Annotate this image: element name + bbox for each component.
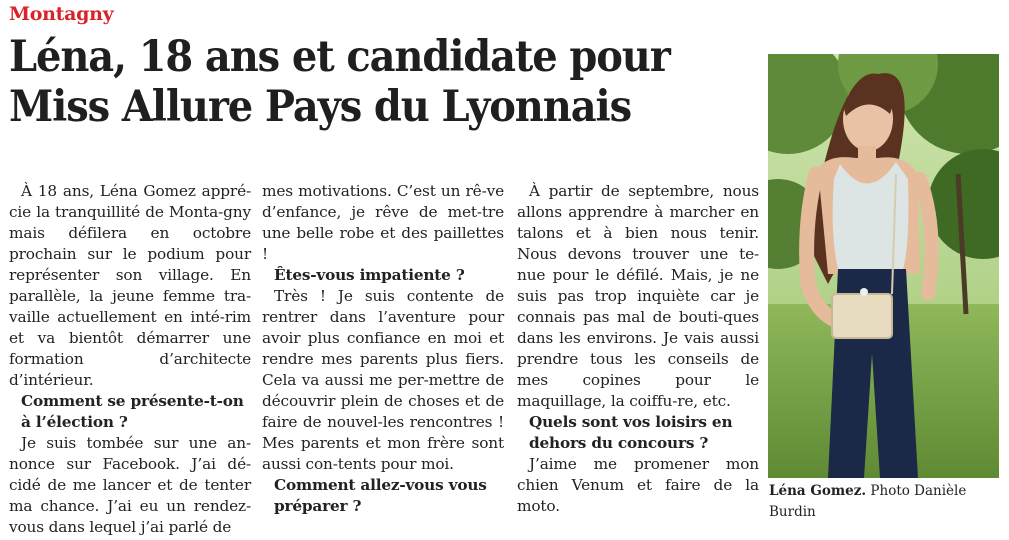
headline-line-1: Léna, 18 ans et candidate pour — [9, 32, 670, 82]
question: Comment se présente-t-on à l’élection ? — [21, 392, 244, 431]
question: Êtes-vous impatiente ? — [274, 266, 465, 284]
article-column-3 — [517, 181, 759, 517]
headline-line-2: Miss Allure Pays du Lyonnais — [9, 82, 631, 132]
section-rubric: Montagny — [9, 3, 114, 25]
paragraph: À 18 ans, Léna Gomez appré-cie la tranquillité de Monta-gny mais défilera en octobre prochain sur le podium pour représenter son village. En parallèle, la jeune femme tra-vaille actuellement en inté-rim et va bientôt démarrer une formation d’architecte d’intérieur. — [9, 182, 251, 389]
paragraph: mes motivations. C’est un rê-ve d’enfance, je rêve de met-tre une belle robe et des paillettes ! — [262, 182, 504, 263]
paragraph: Je suis tombée sur une an-nonce sur Facebook. J’ai dé-cidé de me lancer et de tenter ma chance. J’ai eu un rendez-vous dans lequel j’ai parlé de — [9, 434, 251, 536]
question: Quels sont vos loisirs en dehors du concours ? — [529, 413, 733, 452]
paragraph: Très ! Je suis contente de rentrer dans l’aventure pour avoir plus confiance en moi et rendre mes parents plus fiers. Cela va aussi me per-mettre de découvrir plein de choses et de faire de nouvel-les rencontres ! Mes parents et mon frère sont aussi con-tents pour moi. — [262, 287, 504, 473]
portrait-photo — [768, 54, 999, 478]
headline — [9, 32, 716, 132]
question: Comment allez-vous vous préparer ? — [274, 476, 487, 515]
article-column-1 — [9, 181, 251, 538]
paragraph: À partir de septembre, nous allons apprendre à marcher en talons et à bien nous tenir. Nous devons trouver une te-nue pour le défilé. Mais, je ne suis pas trop inquiète car je connais pas mal de bouti-ques dans les environs. Je vais aussi prendre tous les conseils de mes copines pour le maquillage, la coiffu-re, etc. — [517, 182, 759, 410]
caption-name: Léna Gomez. — [769, 483, 867, 499]
paragraph: J’aime me promener mon chien Venum et faire de la moto. — [517, 455, 759, 515]
caption-credit: Photo Danièle Burdin — [769, 483, 967, 520]
article-column-2 — [262, 181, 504, 517]
photo-caption — [769, 481, 1004, 523]
